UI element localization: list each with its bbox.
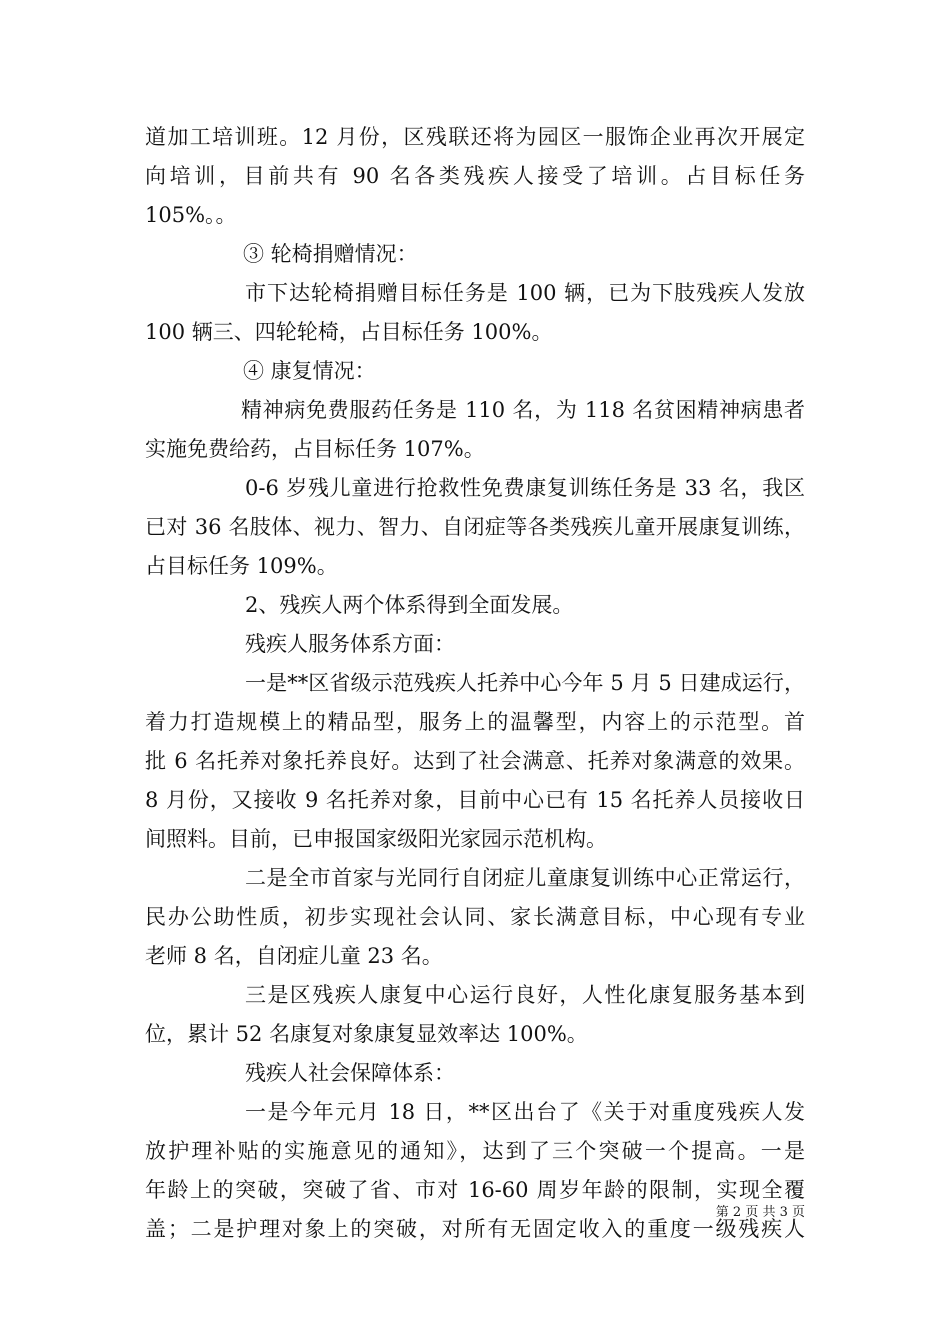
document-body — [145, 118, 805, 1249]
section-heading: 2、残疾人两个体系得到全面发展。 — [245, 593, 574, 617]
text-line: 8 月份，又接收 9 名托养对象，目前中心已有 15 名托养人员接收日 — [145, 788, 805, 812]
text-line: 间照料。目前，已申报国家级阳光家园示范机构。 — [145, 827, 607, 851]
text-line: 着力打造规模上的精品型，服务上的温馨型，内容上的示范型。首 — [145, 710, 805, 734]
text-line: 占目标任务 109%。 — [145, 554, 338, 578]
text-line: 盖；二是护理对象上的突破，对所有无固定收入的重度一级残疾人 — [145, 1217, 805, 1241]
text-line: 批 6 名托养对象托养良好。达到了社会满意、托养对象满意的效果。 — [145, 749, 805, 773]
text-line: 三是区残疾人康复中心运行良好，人性化康复服务基本到 — [245, 983, 805, 1007]
subheading-rehabilitation: ④ 康复情况： — [243, 359, 376, 383]
subheading-wheelchair: ③ 轮椅捐赠情况： — [243, 242, 418, 266]
text-line: 放护理补贴的实施意见的通知》，达到了三个突破一个提高。一是 — [145, 1139, 805, 1163]
text-line: 市下达轮椅捐赠目标任务是 100 辆，已为下肢残疾人发放 — [245, 281, 805, 305]
text-line: 0-6 岁残儿童进行抢救性免费康复训练任务是 33 名，我区 — [245, 476, 805, 500]
text-line: 二是全市首家与光同行自闭症儿童康复训练中心正常运行， — [245, 866, 805, 890]
text-line: 一是**区省级示范残疾人托养中心今年 5 月 5 日建成运行， — [245, 671, 805, 695]
text-line: 向培训，目前共有 90 名各类残疾人接受了培训。占目标任务 — [145, 164, 805, 188]
text-line: 老师 8 名，自闭症儿童 23 名。 — [145, 944, 443, 968]
subheading-service-system: 残疾人服务体系方面： — [245, 632, 455, 656]
subheading-security-system: 残疾人社会保障体系： — [245, 1061, 455, 1085]
text-line: 年龄上的突破，突破了省、市对 16-60 周岁年龄的限制，实现全覆 — [145, 1178, 805, 1202]
text-line: 民办公助性质，初步实现社会认同、家长满意目标，中心现有专业 — [145, 905, 805, 929]
text-line: 100 辆三、四轮轮椅，占目标任务 100%。 — [145, 320, 553, 344]
text-line: 105%。。 — [145, 203, 237, 227]
text-line: 一是今年元月 18 日，**区出台了《关于对重度残疾人发 — [245, 1100, 805, 1124]
text-line: 位，累计 52 名康复对象康复显效率达 100%。 — [145, 1022, 588, 1046]
text-line: 精神病免费服药任务是 110 名，为 118 名贫困精神病患者 — [241, 398, 805, 422]
text-line: 实施免费给药，占目标任务 107%。 — [145, 437, 485, 461]
text-line: 已对 36 名肢体、视力、智力、自闭症等各类残疾儿童开展康复训练， — [145, 515, 805, 539]
text-line: 道加工培训班。12 月份，区残联还将为园区一服饰企业再次开展定 — [145, 125, 805, 149]
page-number-footer: 第 2 页 共 3 页 — [715, 1205, 805, 1220]
